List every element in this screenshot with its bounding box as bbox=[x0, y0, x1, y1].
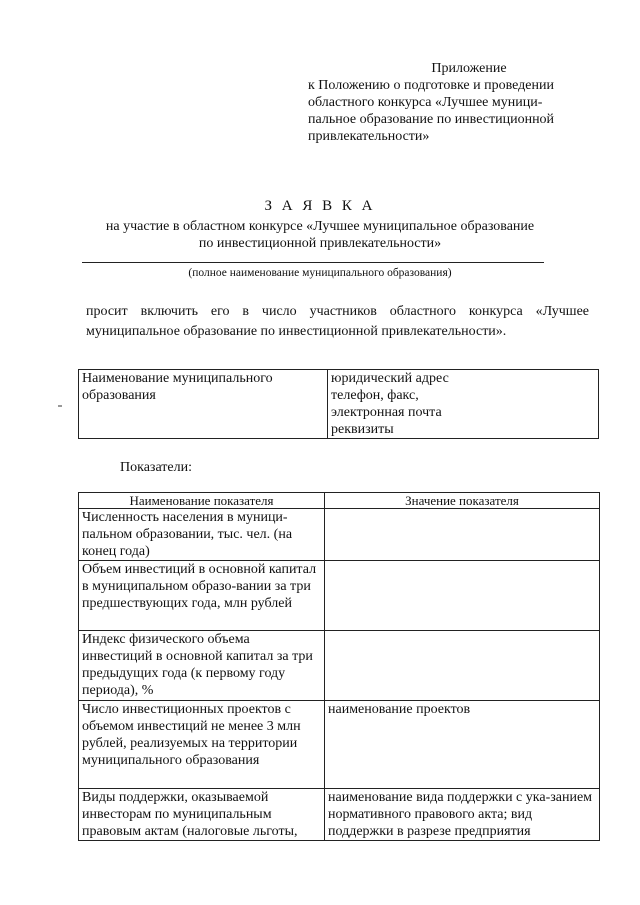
municipality-info-table bbox=[78, 369, 599, 439]
indicator-value bbox=[325, 631, 600, 701]
table-row bbox=[79, 789, 600, 841]
indicator-name: Число инвестиционных проектов с объемом инвестиций не менее 3 млн рублей, реализуемых на территории муниципального образования bbox=[79, 701, 325, 789]
subtitle-line: по инвестиционной привлекательности» bbox=[198, 236, 442, 251]
indicators-table bbox=[78, 492, 600, 841]
indicator-value: наименование вида поддержки с ука-занием нормативного правового акта; вид поддержки в разрезе предприятия bbox=[325, 789, 600, 841]
appendix-line: областного конкурса «Лучшее муници- bbox=[308, 95, 543, 110]
appendix-block bbox=[308, 60, 590, 145]
scan-mark bbox=[58, 405, 62, 407]
contact-details-cell bbox=[328, 370, 599, 439]
indicator-name: Индекс физического объема инвестиций в основной капитал за три предыдущих года (к первому году периода), % bbox=[79, 631, 325, 701]
indicator-value bbox=[325, 561, 600, 631]
request-paragraph bbox=[86, 302, 589, 342]
table-row bbox=[79, 631, 600, 701]
appendix-line: пальное образование по инвестиционной bbox=[308, 112, 555, 127]
application-title: З А Я В К А bbox=[264, 198, 376, 214]
appendix-line: к Положению о подготовке и проведении bbox=[308, 78, 554, 93]
appendix-title: Приложение bbox=[431, 61, 507, 76]
indicator-name: Численность населения в муници-пальном образовании, тыс. чел. (на конец года) bbox=[79, 509, 325, 561]
table-row bbox=[79, 509, 600, 561]
table-header-row bbox=[79, 493, 600, 509]
contact-line: реквизиты bbox=[331, 422, 394, 437]
appendix-line: привлекательности» bbox=[308, 129, 430, 144]
indicator-name: Виды поддержки, оказываемой инвесторам по муниципальным правовым актам (налоговые льготы, bbox=[79, 789, 325, 841]
indicators-label: Показатели: bbox=[120, 460, 192, 475]
table-row bbox=[79, 370, 599, 439]
fullname-underline bbox=[82, 262, 544, 263]
table-row bbox=[79, 561, 600, 631]
indicator-name: Объем инвестиций в основной капитал в муниципальном образо-вании за три предшествующих года, млн рублей bbox=[79, 561, 325, 631]
indicator-value: наименование проектов bbox=[325, 701, 600, 789]
column-header: Наименование показателя bbox=[79, 493, 325, 509]
request-line: просит включить его в число участников областного конкурса «Лучшее bbox=[86, 304, 589, 319]
subtitle-line: на участие в областном конкурсе «Лучшее муниципальное образование bbox=[105, 219, 535, 234]
contact-line: электронная почта bbox=[331, 405, 442, 420]
municipality-name-cell: Наименование муниципального образования bbox=[79, 370, 328, 439]
contact-line: телефон, факс, bbox=[331, 388, 419, 403]
indicator-value bbox=[325, 509, 600, 561]
column-header: Значение показателя bbox=[325, 493, 600, 509]
table-row bbox=[79, 701, 600, 789]
fullname-caption: (полное наименование муниципального образования) bbox=[188, 267, 452, 279]
request-line: муниципальное образование по инвестиционной привлекательности». bbox=[86, 324, 507, 339]
contact-line: юридический адрес bbox=[331, 371, 449, 386]
application-subtitle bbox=[0, 218, 640, 252]
